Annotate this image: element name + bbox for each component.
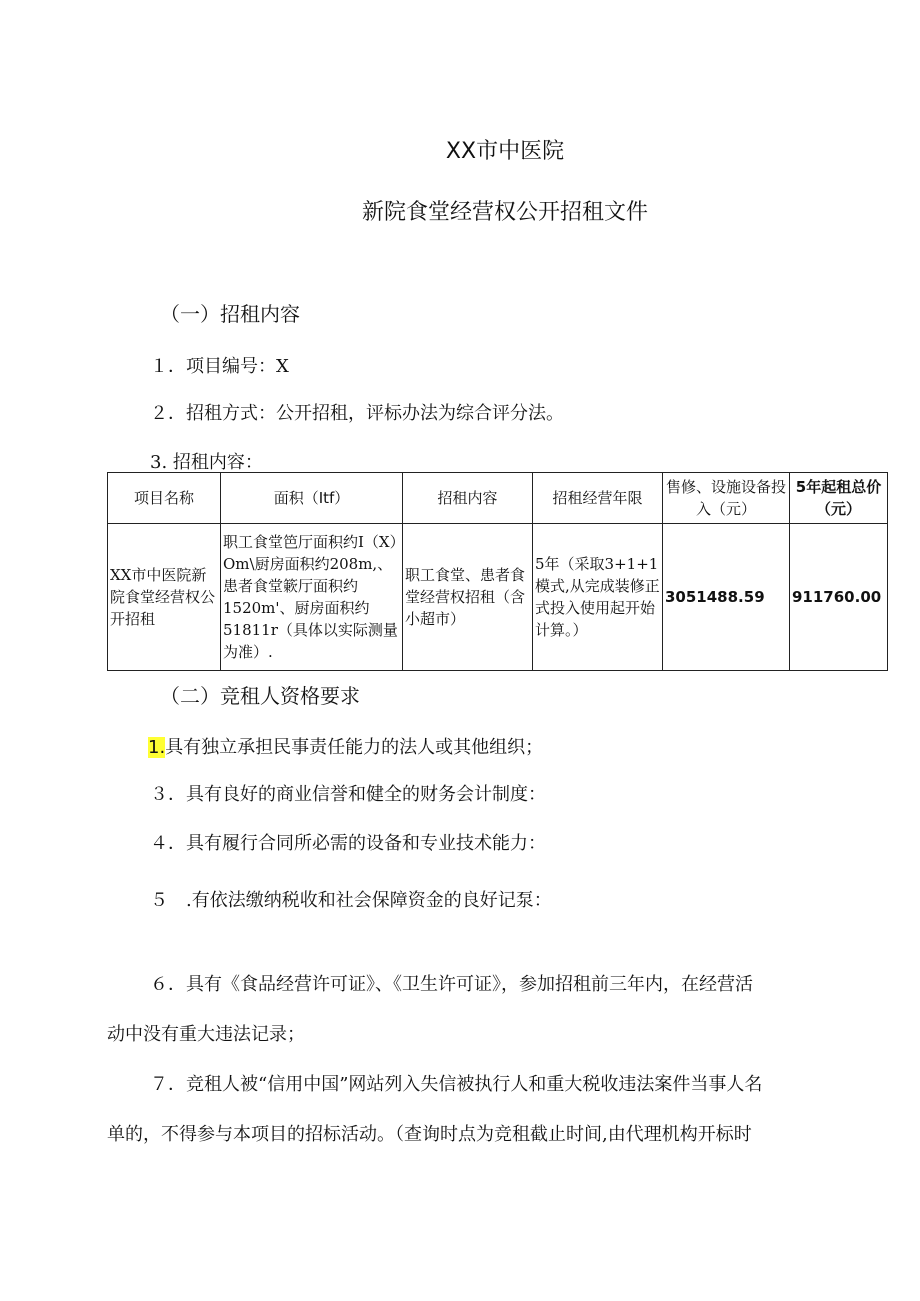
section-heading-rental-content: （一）招租内容 [160,302,300,326]
cell-project-name: XX市中医院新院食堂经营权公开招租 [108,524,221,671]
item-marker-highlight: 1. [148,737,166,758]
qualification-item-1-text: 具有独立承担民事责任能力的法人或其他组织； [165,737,544,758]
document-subtitle: 新院食堂经营权公开招租文件 [361,200,648,225]
table-row [108,524,888,671]
qualification-item-6-line1: ６．具有《食品经营许可证》、《卫生许可证》，参加招租前三年内，在经营活 [150,974,753,995]
header-area: 面积（Itf） [221,473,403,524]
qualification-item-7-line1: ７．竞租人被“信用中国”网站列入失信被执行人和重大税收违法案件当事人名 [150,1074,763,1095]
cell-area: 职工食堂笆厅面积约I（X）Om\厨房面积约208m,、患者食堂簌厅面积约1520m'、厨房面积约51811r（具体以实际测量为准）. [221,524,403,671]
qualification-item-4: ４．具有履行合同所必需的设备和专业技术能力： [150,833,546,854]
header-investment: 售修、设施设备投入（元） [663,473,790,524]
item-rental-content: 3. 招租内容： [150,452,263,473]
cell-content: 职工食堂、患者食堂经营权招租（含小超市） [403,524,533,671]
header-content: 招租内容 [403,473,533,524]
cell-term: 5年（采取3+1+1模式,从完成装修正式投入使用起开始计算。） [533,524,663,671]
qualification-item-5: ５ .有依法缴纳税收和社会保障资金的良好记泵： [150,890,552,911]
cell-total-price: 911760.00 [790,524,888,671]
qualification-item-6-line2: 动中没有重大违法记录； [107,1024,305,1045]
document-title: XX市中医院 [445,139,565,164]
table-header-row [108,473,888,524]
rental-table [107,472,888,671]
qualification-item-3: ３．具有良好的商业信誉和健全的财务会计制度： [150,784,546,805]
item-project-number: １．项目编号：X [150,356,289,377]
cell-investment: 3051488.59 [663,524,790,671]
header-total-price: 5年起租总价（元） [790,473,888,524]
qualification-item-1 [148,733,543,759]
section-heading-qualifications: （二）竞租人资格要求 [160,684,360,708]
header-project-name: 项目名称 [108,473,221,524]
item-rental-method: ２．招租方式：公开招租，评标办法为综合评分法。 [150,403,564,424]
header-term: 招租经营年限 [533,473,663,524]
qualification-item-7-line2: 单的，不得参与本项目的招标活动。（查询时点为竞租截止时间,由代理机构开标时 [107,1124,752,1145]
